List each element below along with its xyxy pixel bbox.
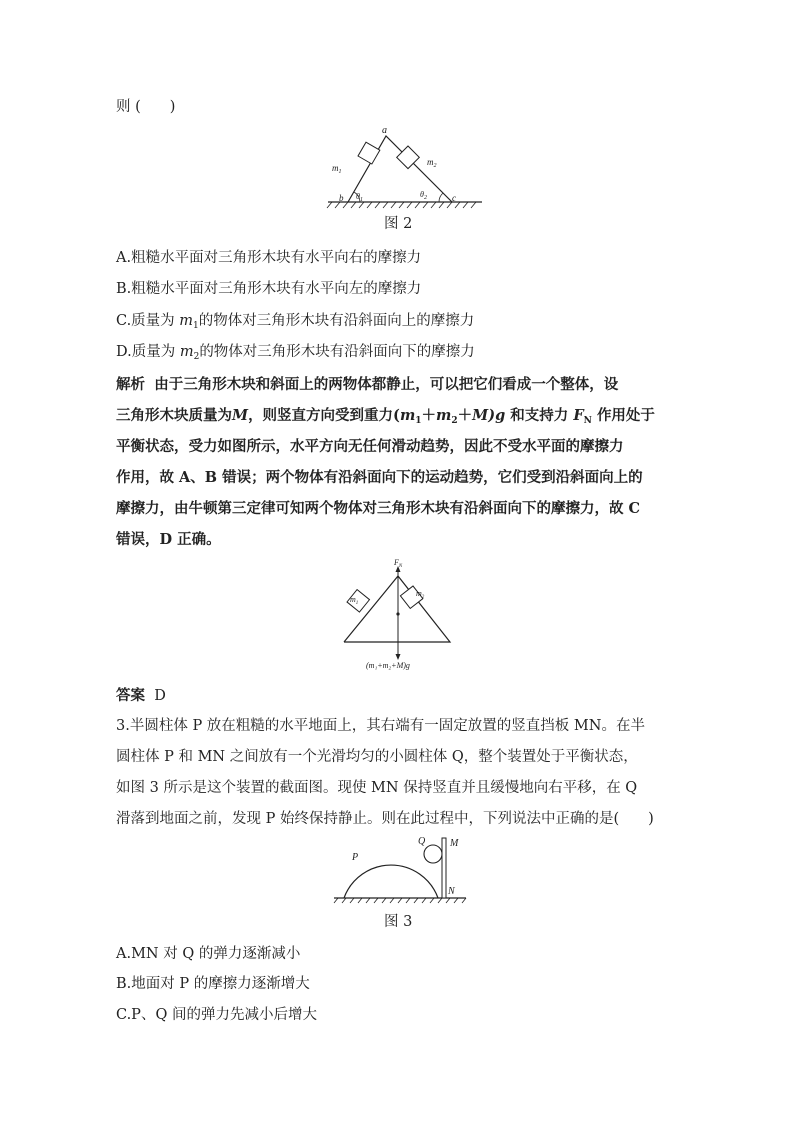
q3-line-1: 3.半圆柱体 P 放在粗糙的水平地面上，其右端有一固定放置的竖直挡板 MN。在半: [116, 718, 645, 734]
svg-text:m1: $m_1$: [332, 163, 342, 175]
question-stem-tail: 则 ( ): [116, 99, 176, 115]
label-c: c: [452, 193, 456, 203]
analysis-heading: 解析: [116, 376, 145, 393]
option-d: D.质量为 $m_2$的物体对三角形木块有沿斜面向下的摩擦力: [116, 344, 475, 362]
q3-option-a: A.MN 对 Q 的弹力逐渐减小: [116, 946, 301, 962]
option-a: A.粗糙水平面对三角形木块有水平向右的摩擦力: [116, 250, 422, 266]
option-c: C.质量为 $m_1$的物体对三角形木块有沿斜面向上的摩擦力: [116, 313, 475, 331]
figure-2-caption: 图 2: [384, 216, 413, 232]
svg-text:θ2: $\theta_2$: [420, 190, 427, 201]
figure-3-caption: 图 3: [384, 914, 413, 930]
q3-option-c: C.P、Q 间的弹力先减小后增大: [116, 1007, 317, 1023]
label-N: N: [448, 886, 455, 897]
svg-text:m1: $m_1$: [350, 595, 359, 606]
figure-3-semicylinder-diagram: [330, 832, 470, 908]
option-b: B.粗糙水平面对三角形木块有水平向左的摩擦力: [116, 281, 422, 297]
label-P: P: [352, 852, 359, 863]
weight-label: (m₁+m₂+M)g: [366, 661, 410, 670]
figure-2-incline-diagram: [320, 122, 490, 210]
label-b: b: [339, 193, 344, 203]
q3-option-b: B.地面对 P 的摩擦力逐渐增大: [116, 976, 310, 992]
label-Q: Q: [418, 836, 426, 847]
answer-label: 答案: [116, 687, 145, 704]
q3-line-4: 滑落到地面之前，发现 P 始终保持静止。则在此过程中，下列说法中正确的是( ): [116, 811, 654, 827]
analysis-line-1: 解析 由于三角形木块和斜面上的两物体都静止，可以把它们看成一个整体，设: [116, 376, 619, 393]
analysis-line-3: 平衡状态，受力如图所示，水平方向无任何滑动趋势，因此不受水平面的摩擦力: [116, 438, 624, 455]
svg-text:m2: $m_2$: [416, 589, 425, 600]
svg-text:FN: $F_N$: [394, 558, 403, 569]
svg-text:m2: $m_2$: [427, 157, 437, 169]
svg-text:θ1: $\theta_1$: [356, 192, 363, 203]
q3-line-2: 圆柱体 P 和 MN 之间放有一个光滑均匀的小圆柱体 Q，整个装置处于平衡状态，: [116, 749, 638, 765]
answer-line: [116, 686, 166, 706]
analysis-line-5: 摩擦力，由牛顿第三定律可知两个物体对三角形木块有沿斜面向下的摩擦力，故 C: [116, 500, 641, 517]
analysis-line-6: 错误，D 正确。: [116, 531, 221, 548]
q3-line-3: 如图 3 所示是这个装置的截面图。现使 MN 保持竖直并且缓慢地向右平移，在 Q: [116, 780, 638, 796]
label-M: M: [450, 838, 459, 849]
analysis-line-2: 三角形木块质量为M，则竖直方向受到重力$(m_1+m_2+M)g$ 和支持力 $F_N$ 作用处于: [116, 407, 655, 426]
analysis-line-4: 作用，故 A、B 错误；两个物体有沿斜面向下的运动趋势，它们受到沿斜面向上的: [116, 469, 643, 486]
label-a: a: [382, 125, 387, 136]
answer-value: D: [154, 688, 166, 704]
force-diagram: [336, 556, 462, 670]
